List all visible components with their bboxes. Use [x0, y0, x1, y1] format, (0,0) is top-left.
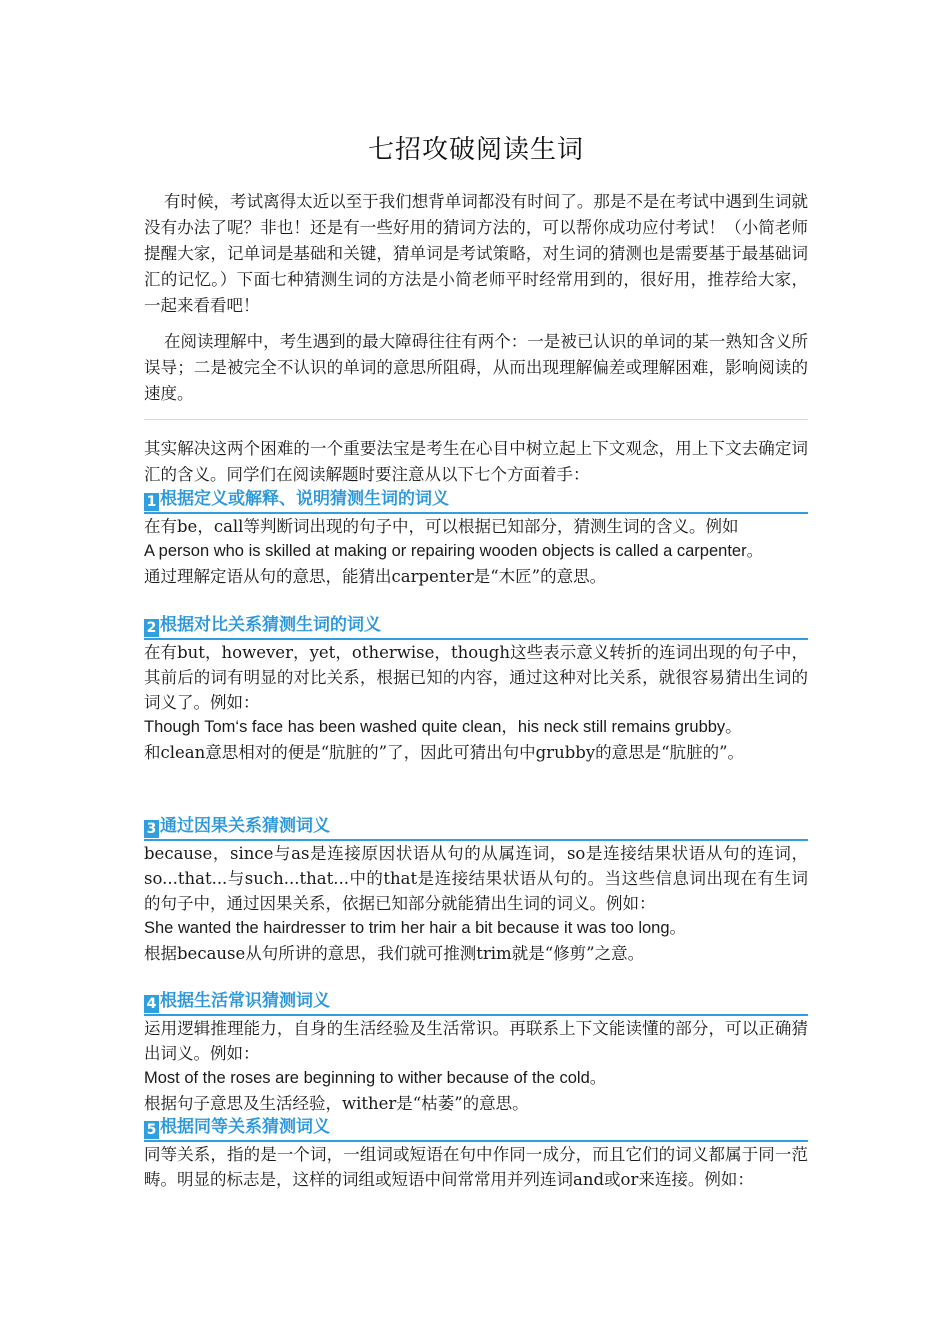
- section-2: [144, 613, 808, 765]
- section-heading-text: 通过因果关系猜测词义: [160, 816, 330, 836]
- section-text: 根据because从句所讲的意思，我们就可推测trim就是“修剪”之意。: [144, 944, 645, 963]
- section-heading-text: 根据对比关系猜测生词的词义: [160, 615, 381, 635]
- section-number-badge: 3: [144, 820, 159, 838]
- example-sentence: Most of the roses are beginning to wither because of the cold。: [144, 1069, 607, 1087]
- example-sentence: Though Tom‘s face has been washed quite clean，his neck still remains grubby。: [144, 718, 742, 736]
- section-heading: [144, 989, 808, 1016]
- section-heading-text: 根据生活常识猜测词义: [160, 991, 330, 1011]
- intro-paragraph-2: 在阅读理解中，考生遇到的最大障碍往往有两个：一是被已认识的单词的某一熟知含义所误导；二是被完全不认识的单词的意思所阻碍，从而出现理解偏差或理解困难，影响阅读的速度。: [144, 332, 808, 403]
- section-number-badge: 4: [144, 995, 159, 1013]
- section-heading: [144, 613, 808, 640]
- section-text: 在有but，however，yet，otherwise，though这些表示意义转折的连词出现的句子中，其前后的词有明显的对比关系，根据已知的内容，通过这种对比关系，就很容易猜出生词的词义了。例如：: [144, 643, 808, 712]
- section-number-badge: 2: [144, 619, 159, 637]
- example-sentence: A person who is skilled at making or repairing wooden objects is called a carpenter。: [144, 542, 764, 560]
- section-heading-text: 根据同等关系猜测词义: [160, 1117, 330, 1137]
- section-3: [144, 814, 808, 966]
- section-text: 根据句子意思及生活经验，wither是“枯萎”的意思。: [144, 1094, 529, 1113]
- section-heading: [144, 814, 808, 841]
- example-sentence: She wanted the hairdresser to trim her hair a bit because it was too long。: [144, 919, 687, 937]
- section-heading-text: 根据定义或解释、说明猜测生词的词义: [160, 489, 449, 509]
- section-text: 和clean意思相对的便是“肮脏的”了，因此可猜出句中grubby的意思是“肮脏的”。: [144, 743, 745, 762]
- section-number-badge: 5: [144, 1121, 159, 1139]
- divider: [144, 419, 808, 420]
- lead-paragraph: 其实解决这两个困难的一个重要法宝是考生在心目中树立起上下文观念，用上下文去确定词汇的含义。同学们在阅读解题时要注意从以下七个方面着手：: [144, 439, 808, 484]
- section-text: 在有be，call等判断词出现的句子中，可以根据已知部分，猜测生词的含义。例如: [144, 517, 739, 536]
- section-text: 同等关系，指的是一个词，一组词或短语在句中作同一成分，而且它们的词义都属于同一范畴。明显的标志是，这样的词组或短语中间常常用并列连词and或or来连接。例如：: [144, 1145, 808, 1189]
- section-5: [144, 1115, 808, 1192]
- section-1: [144, 487, 808, 589]
- page-title: 七招攻破阅读生词: [367, 135, 584, 165]
- section-4: [144, 989, 808, 1116]
- section-text: because，since与as是连接原因状语从句的从属连词，so是连接结果状语从句的连词，so...that...与such...that...中的that是连接结果状语从句的。当这些信息词出现在有生词的句子中，通过因果关系，依据已知部分就能猜出生词的词义。例如：: [144, 844, 808, 913]
- section-heading: [144, 487, 808, 514]
- section-heading: [144, 1115, 808, 1142]
- section-text: 运用逻辑推理能力，自身的生活经验及生活常识。再联系上下文能读懂的部分，可以正确猜出词义。例如：: [144, 1019, 808, 1063]
- section-text: 通过理解定语从句的意思，能猜出carpenter是“木匠”的意思。: [144, 567, 607, 586]
- section-number-badge: 1: [144, 493, 159, 511]
- intro-paragraph-1: 有时候，考试离得太近以至于我们想背单词都没有时间了。那是不是在考试中遇到生词就没有办法了呢？非也！还是有一些好用的猜词方法的，可以帮你成功应付考试！（小简老师提醒大家，记单词是基础和关键，猜单词是考试策略，对生词的猜测也是需要基于最基础词汇的记忆。）下面七种猜测生词的方法是小简老师平时经常用到的，很好用，推荐给大家，一起来看看吧！: [144, 192, 808, 315]
